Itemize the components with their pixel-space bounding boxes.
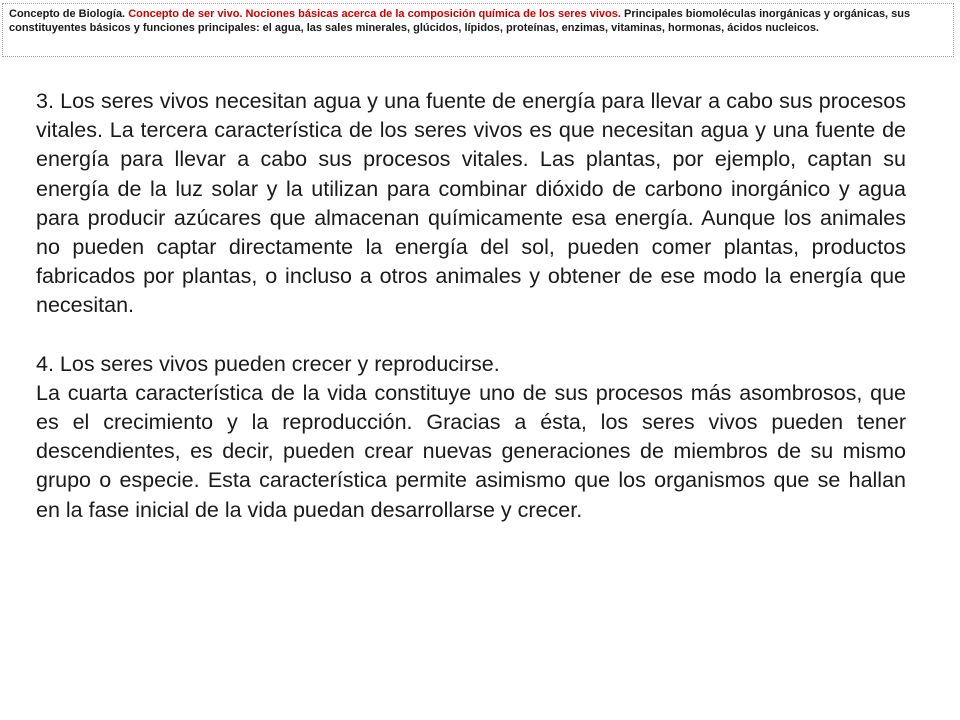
slide-header	[2, 3, 954, 57]
header-topic: Concepto de Biología.	[9, 8, 126, 20]
section-4-paragraph: La cuarta característica de la vida constituye uno de sus procesos más asombrosos, que es el crecimiento y la reproducción. Gracias a ésta, los seres vivos pueden tener descendientes, es decir, pueden crear nuevas generaciones de miembros de su mismo grupo o especie. Esta característica permite asimismo que los organismos que se hallan en la fase inicial de la vida puedan desarrollarse y crecer.	[36, 380, 906, 522]
section-4-heading: 4. Los seres vivos pueden crecer y reproducirse.	[36, 351, 500, 376]
slide-body	[36, 87, 906, 525]
header-rest: Principales biomoléculas inorgánicas y orgánicas, sus constituyentes básicos y funciones principales: el agua, las sales minerales, glúcidos, lípidos, proteínas, enzimas, vitaminas, hormonas, ácidos nucleicos.	[9, 8, 911, 34]
header-highlight: Concepto de ser vivo. Nociones básicas acerca de la composición química de los seres vivos.	[128, 8, 621, 20]
section-3-paragraph: 3. Los seres vivos necesitan agua y una fuente de energía para llevar a cabo sus procesos vitales. La tercera característica de los seres vivos es que necesitan agua y una fuente de energía para llevar a cabo sus procesos vitales. Las plantas, por ejemplo, captan su energía de la luz solar y la utilizan para combinar dióxido de carbono inorgánico y agua para producir azúcares que almacenan químicamente esa energía. Aunque los animales no pueden captar directamente la energía del sol, pueden comer plantas, productos fabricados por plantas, o incluso a otros animales y obtener de ese modo la energía que necesitan.	[36, 89, 906, 318]
paragraph-spacer	[36, 321, 906, 350]
